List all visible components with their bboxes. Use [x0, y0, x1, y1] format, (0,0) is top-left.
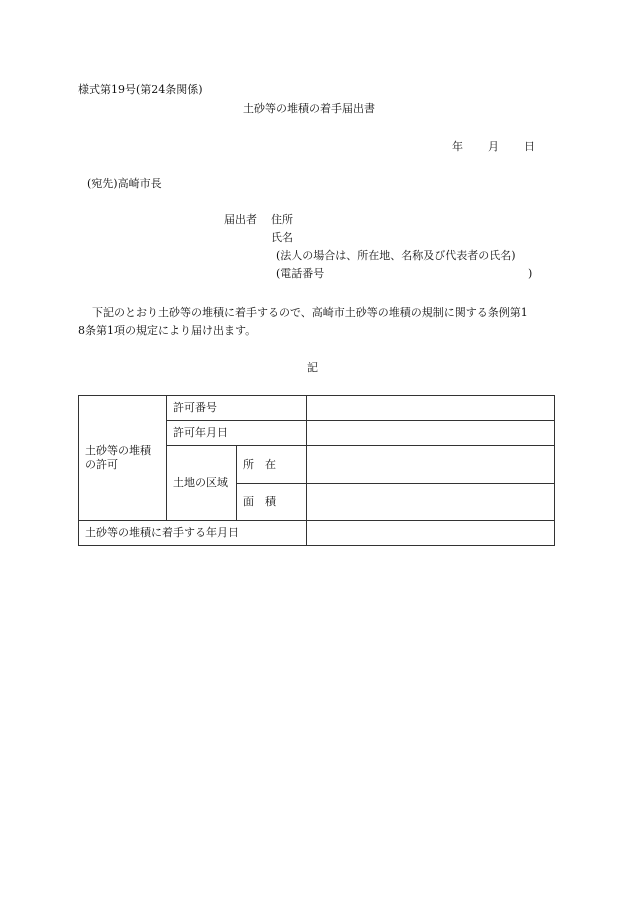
applicant-label: 届出者 — [224, 213, 257, 226]
document-title: 土砂等の堆積の着手届出書 — [243, 102, 375, 115]
location-label: 所 在 — [237, 446, 307, 484]
body-text-line1: 下記のとおり土砂等の堆積に着手するので、高崎市土砂等の堆積の規制に関する条例第1 — [92, 306, 528, 319]
phone-label: (電話番号 — [276, 267, 325, 280]
permit-date-value[interactable] — [307, 421, 555, 446]
applicant-name-label: 氏名 — [271, 231, 293, 244]
table-row — [79, 396, 555, 421]
corporate-note: (法人の場合は、所在地、名称及び代表者の氏名) — [276, 249, 516, 262]
ki-heading: 記 — [307, 361, 318, 374]
area-label: 面 積 — [237, 484, 307, 521]
start-date-label: 土砂等の堆積に着手する年月日 — [79, 521, 307, 546]
table-row — [79, 521, 555, 546]
start-date-value[interactable] — [307, 521, 555, 546]
date-day-label: 日 — [524, 140, 535, 153]
land-area-label: 土地の区域 — [167, 446, 237, 521]
permit-group-label-line1: 土砂等の堆積 — [85, 444, 151, 457]
permit-group-label — [79, 396, 167, 521]
permit-group-label-line2: の許可 — [85, 458, 118, 471]
applicant-address-label: 住所 — [271, 213, 293, 226]
permit-date-label: 許可年月日 — [167, 421, 307, 446]
body-text-line2: 8条第1項の規定により届け出ます。 — [78, 324, 257, 337]
date-month-label: 月 — [488, 140, 499, 153]
form-number: 様式第19号(第24条関係) — [78, 83, 203, 96]
area-value[interactable] — [307, 484, 555, 521]
permit-number-value[interactable] — [307, 396, 555, 421]
phone-close-paren: ) — [528, 267, 533, 280]
permit-table — [78, 395, 555, 546]
addressee: (宛先)高崎市長 — [87, 177, 162, 190]
location-value[interactable] — [307, 446, 555, 484]
permit-number-label: 許可番号 — [167, 396, 307, 421]
date-year-label: 年 — [452, 140, 463, 153]
